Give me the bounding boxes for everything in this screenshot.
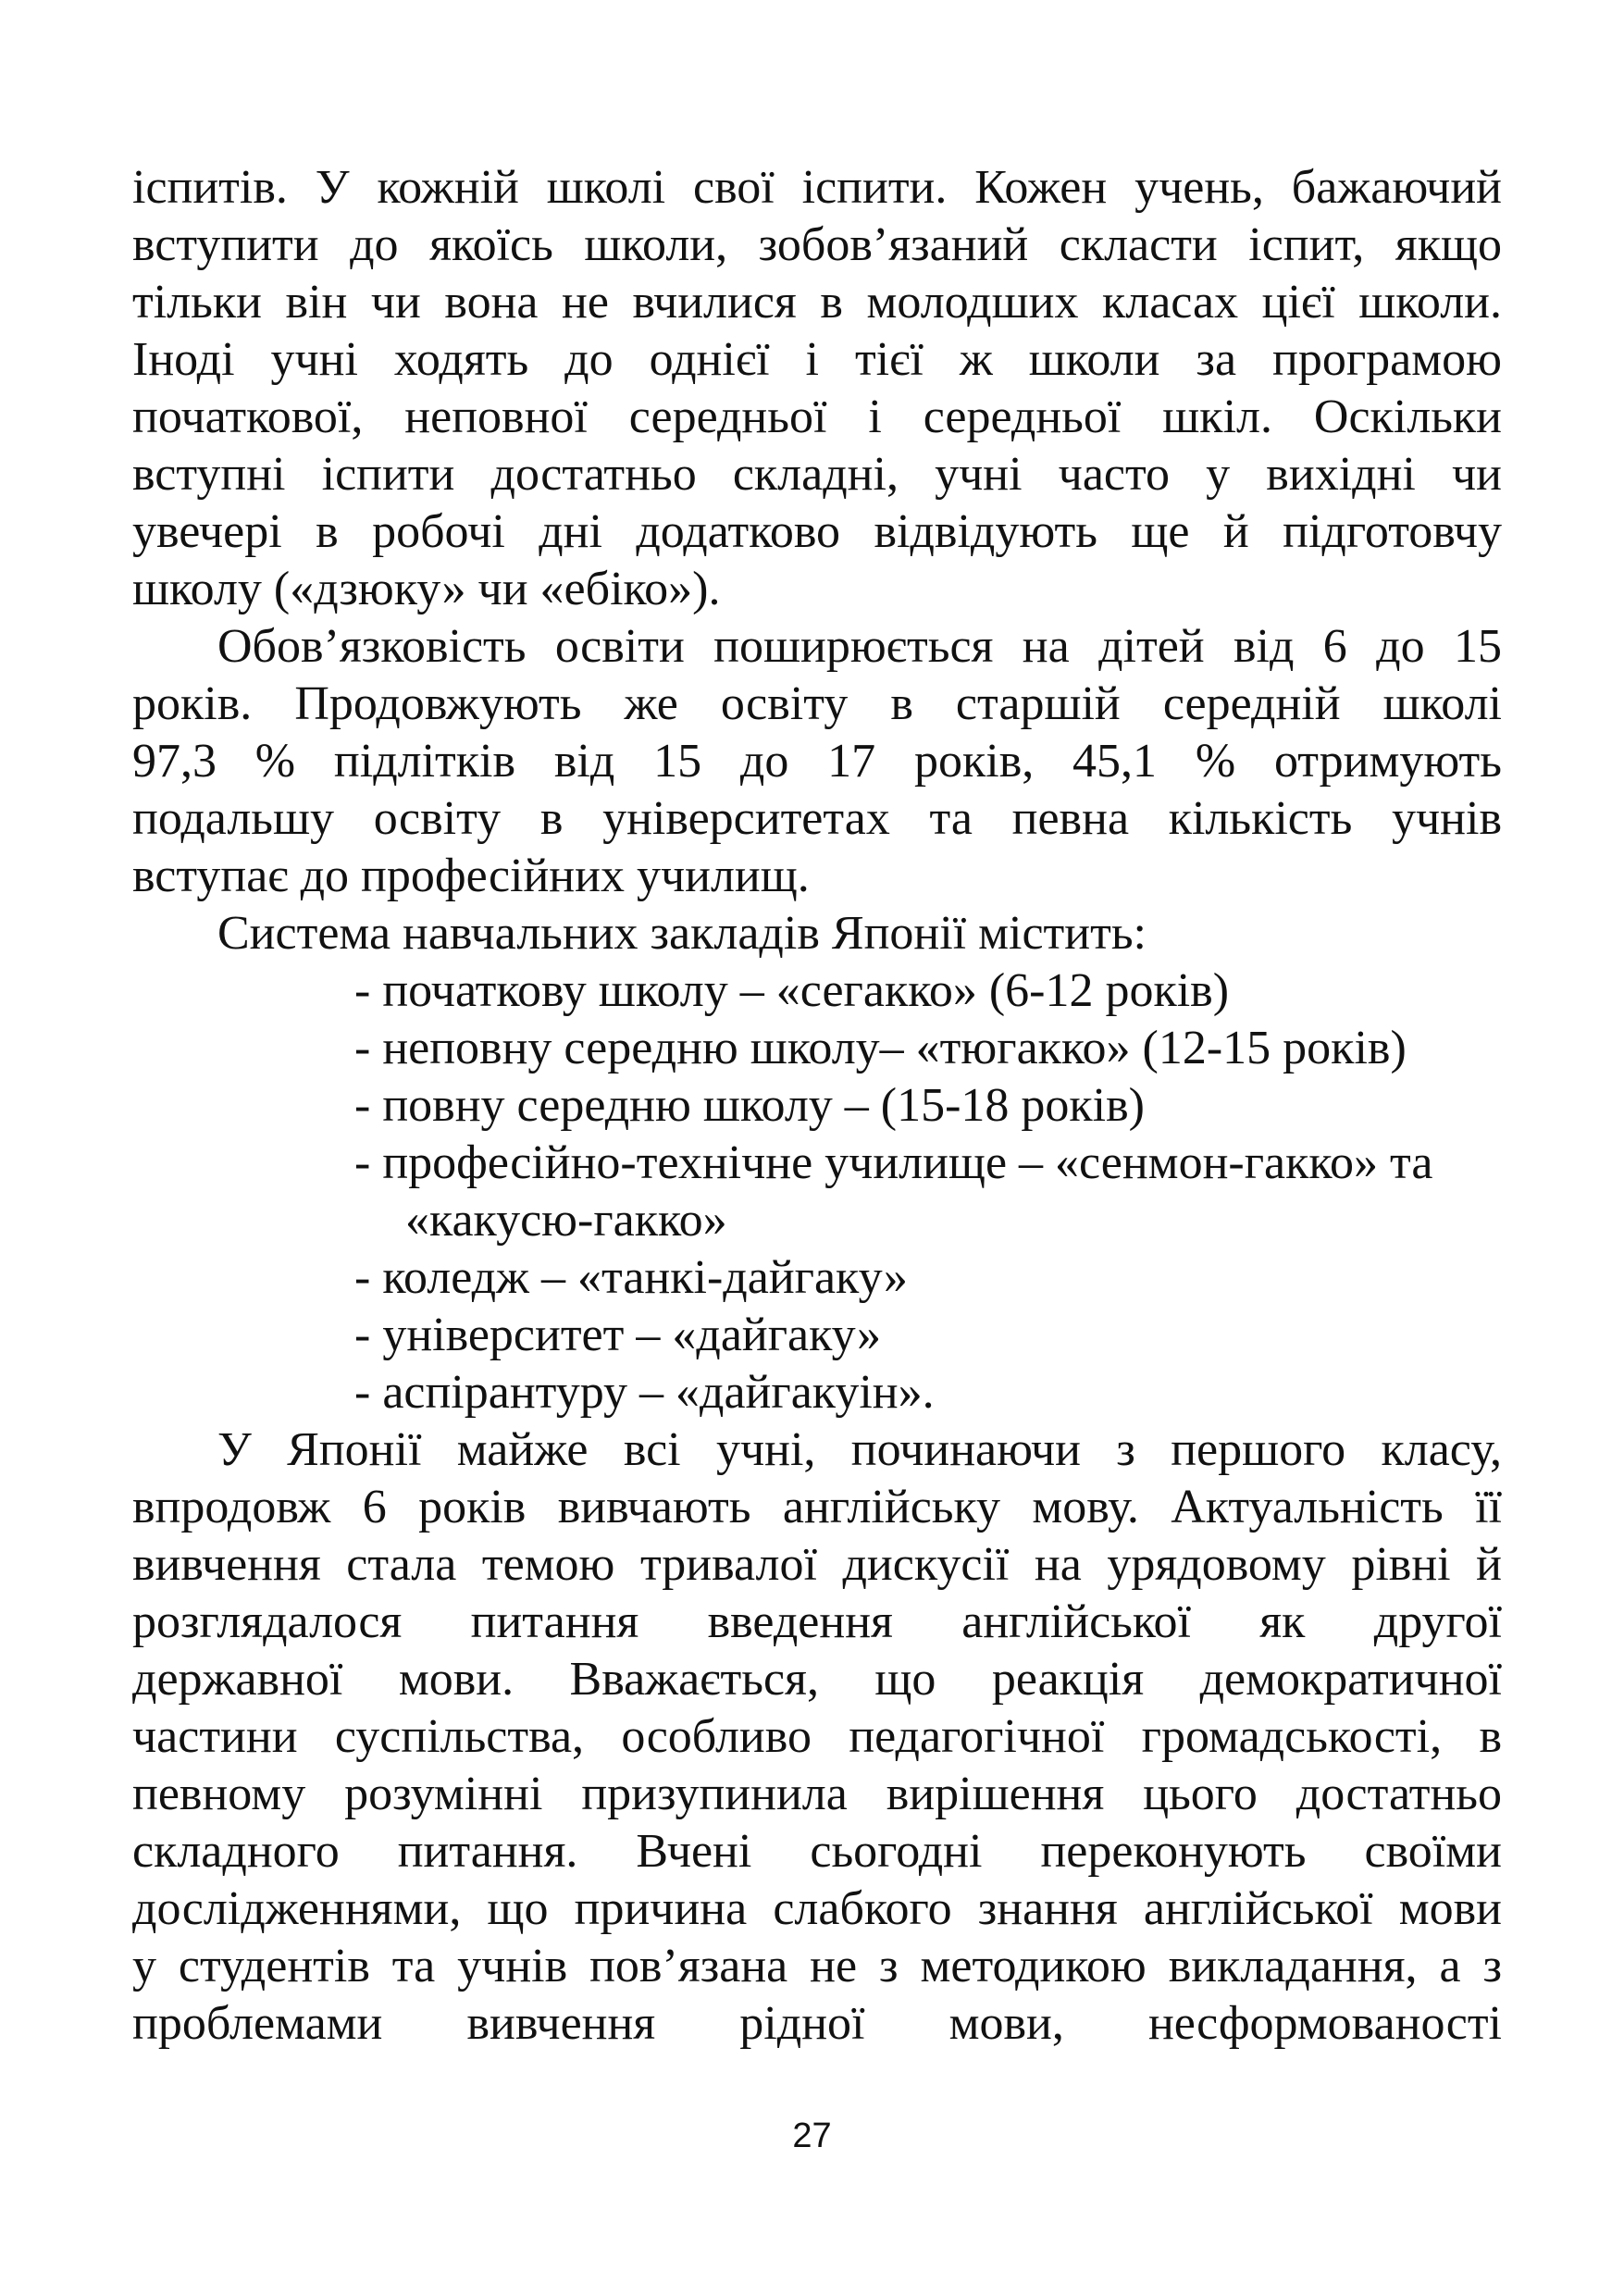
text-line: школу («дзюку» чи «ебіко»). [132, 563, 721, 615]
text-line: тільки він чи вона не вчилися в молодших класах цієї школи. [132, 276, 1502, 329]
text-line: Іноді учні ходять до однієї і тієї ж школи за програмою [132, 333, 1502, 386]
list-item-continuation: «какусю-гакко» [405, 1194, 727, 1247]
text-line: впродовж 6 років вивчають англійську мову. Актуальність її [132, 1481, 1502, 1533]
text-line: років. Продовжують же освіту в старшій середній школі [132, 677, 1502, 730]
text-line: вивчення стала темою тривалої дискусії на урядовому рівні й [132, 1538, 1502, 1591]
text-line: певному розумінні призупинила вирішення цього достатньо [132, 1768, 1502, 1820]
text-line: У Японії майже всі учні, починаючи з першого класу, [217, 1423, 1502, 1476]
text-line: вступити до якоїсь школи, зобов’язаний скласти іспит, якщо [132, 218, 1502, 271]
text-line: у студентів та учнів пов’язана не з методикою викладання, а з [132, 1940, 1502, 1992]
text-line: початкової, неповної середньої і середньої шкіл. Оскільки [132, 391, 1502, 443]
text-line: дослідженнями, що причина слабкого знання англійської мови [132, 1882, 1502, 1935]
text-line: складного питання. Вчені сьогодні переконують своїми [132, 1825, 1502, 1878]
text-line: частини суспільства, особливо педагогічної громадськості, в [132, 1710, 1502, 1763]
list-item: - професійно-технічне училище – «сенмон-гакко» та [354, 1136, 1433, 1189]
list-item: - початкову школу – «сегакко» (6-12 років) [354, 964, 1230, 1017]
text-line: державної мови. Вважається, що реакція демократичної [132, 1653, 1502, 1706]
text-line: 97,3 % підлітків від 15 до 17 років, 45,1 % отримують [132, 735, 1502, 788]
text-line: Система навчальних закладів Японії містить: [217, 907, 1147, 960]
text-line: розглядалося питання введення англійської як другої [132, 1595, 1502, 1648]
text-line: подальшу освіту в університетах та певна кількість учнів [132, 792, 1502, 845]
list-item: - коледж – «танкі-дайгаку» [354, 1251, 908, 1304]
text-line: вступає до професійних училищ. [132, 850, 810, 902]
text-line: увечері в робочі дні додатково відвідують ще й підготовчу [132, 505, 1502, 558]
text-line: іспитів. У кожній школі свої іспити. Кожен учень, бажаючий [132, 161, 1502, 214]
list-item: - аспірантуру – «дайгакуін». [354, 1366, 935, 1419]
page-number: 27 [792, 2116, 832, 2155]
text-line: Обов’язковість освіти поширюється на дітей від 6 до 15 [217, 620, 1502, 673]
list-item: - неповну середню школу– «тюгакко» (12-15 років) [354, 1022, 1407, 1074]
text-line: проблемами вивчення рідної мови, несформованості [132, 1997, 1502, 2050]
list-item: - університет – «дайгаку» [354, 1309, 881, 1361]
list-item: - повну середню школу – (15-18 років) [354, 1079, 1145, 1132]
text-line: вступні іспити достатньо складні, учні часто у вихідні чи [132, 448, 1502, 501]
body-text [132, 159, 1502, 2053]
